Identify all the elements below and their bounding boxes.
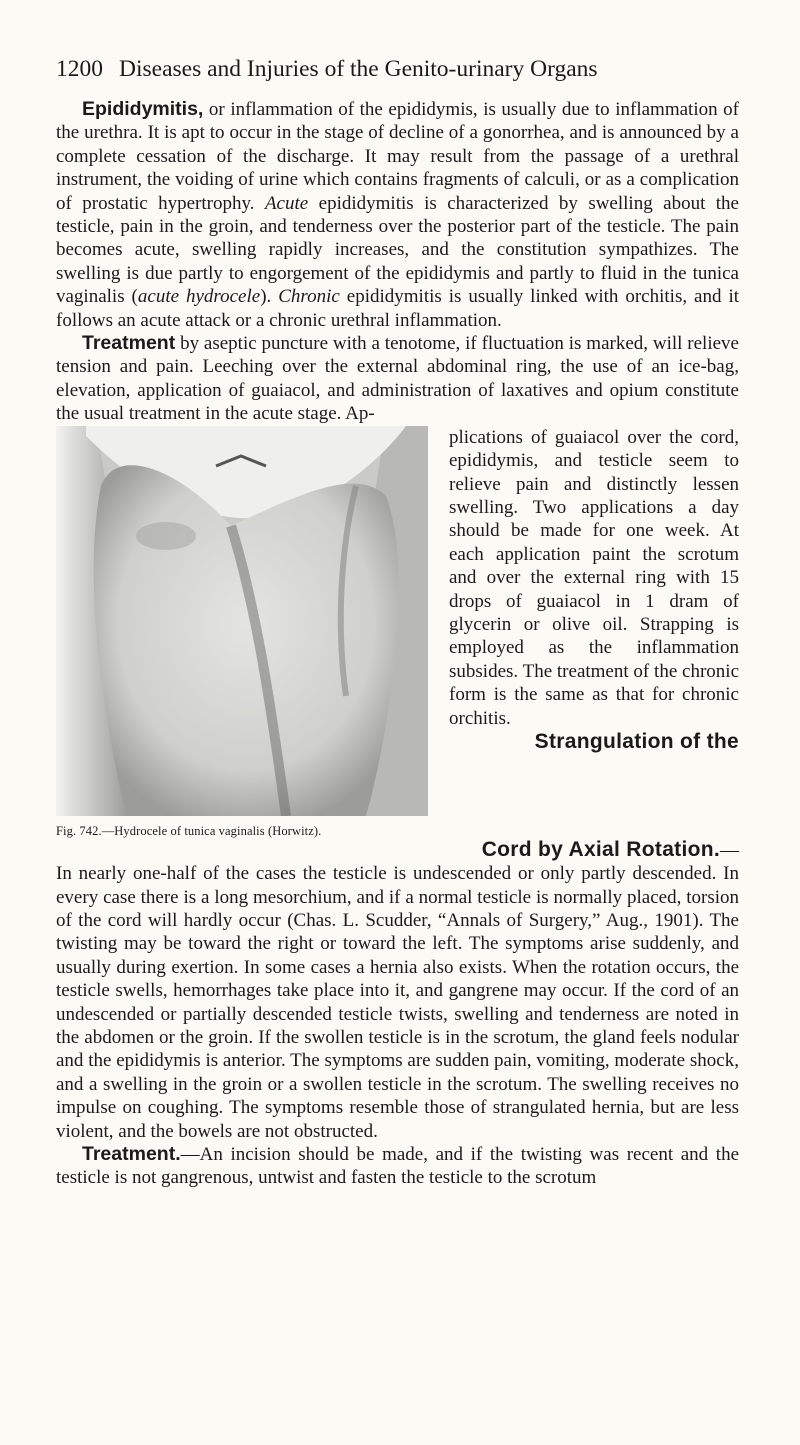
figure bbox=[56, 426, 449, 840]
figure-caption: Fig. 742.—Hydrocele of tunica vaginalis (Horwitz). bbox=[56, 823, 322, 838]
paragraph-strangulation: In nearly one-half of the cases the testicle is undescended or only partly descended. In every case there is a long mesorchium, and if a normal testicle is normally placed, torsion of the cord will hardly occur (Chas. L. Scudder, “Annals of Surgery,” Aug., 1901). The twisting may be toward the right or toward the left. The symptoms arise suddenly, and usually during exertion. In some cases a hernia also exists. When the rotation occurs, the testicle swells, hemorrhages take place into it, and gangrene may occur. If the cord of an undescended or partially descended testicle twists, swelling and tenderness are noted in the abdomen or the groin. If the swollen testicle is in the scrotum, the gland feels nodular and the epididymis is anterior. The symptoms are sudden pain, vomiting, moderate shock, and a swelling in the groin or a swollen testicle in the scrotum. The swelling receives no impulse on coughing. The symptoms resemble those of strangulated hernia, but are less violent, and the bowels are not obstructed. bbox=[56, 863, 739, 1142]
strangulation-heading-line-1: Strangulation of the bbox=[534, 729, 739, 753]
page-number: 1200 bbox=[56, 56, 103, 82]
figure-plate-hydrocele bbox=[56, 426, 428, 816]
heading-treatment-1: Treatment bbox=[82, 332, 176, 355]
paragraph-epididymitis: Epididymitis, or inflammation of the epididymis, is usually due to inflammation of the urethra. It is apt to occur in the stage of decline of a gonorrhea, and is announced by a complete cessation of the discharge. It may result from the passage of a urethral instrument, the voiding of urine which contains fragments of calculi, or as a complication of prostatic hypertrophy. Acute epididymitis is characterized by swelling about the testicle, pain in the groin, and tenderness over the posterior part of the testicle. The pain becomes acute, swelling rapidly increases, and the constitution sympathizes. The swelling is due partly to engorgement of the epididymis and partly to fluid in the tunica vaginalis (acute hydrocele). Chronic epididymitis is usually linked with orchitis, and it follows an acute attack or a chronic urethral inflammation. bbox=[56, 98, 739, 331]
running-head bbox=[56, 54, 739, 84]
paragraph-treatment-1: Treatment by aseptic puncture with a tenotome, if fluctuation is marked, will relieve tension and pain. Leeching over the external abdominal ring, the use of an ice-bag, elevation, application of guaiacol, and administration of laxatives and opium constitute the usual treatment in the acute stage. Ap- bbox=[56, 332, 739, 425]
heading-epididymitis: Epididymitis, bbox=[82, 98, 204, 120]
paragraph-treatment-2: Treatment.—An incision should be made, and if the twisting was recent and the testicle is not gangrenous, untwist and fasten the testicle to the scrotum bbox=[56, 1142, 739, 1189]
strangulation-heading-line-2: Cord by Axial Rotation.— bbox=[481, 837, 739, 861]
running-title: Diseases and Injuries of the Genito-urinary Organs bbox=[119, 56, 598, 82]
heading-treatment-2: Treatment. bbox=[82, 1142, 181, 1165]
paragraph-treatment-1-continued: plications of guaiacol over the cord, epididymis, and testicle seem to relieve pain and distinctly lessen swelling. Two applications a day should be made for one week. At each application paint the scrotum and over the external ring with 15 drops of guaiacol in 1 dram of glycerin or olive oil. Strapping is employed as the inflammation subsides. The treatment of the chronic form is the same as that for chronic orchitis. bbox=[449, 426, 739, 729]
figure-illustration bbox=[56, 426, 428, 816]
page bbox=[56, 54, 739, 1190]
side-column bbox=[449, 426, 739, 840]
figure-block bbox=[56, 426, 739, 840]
